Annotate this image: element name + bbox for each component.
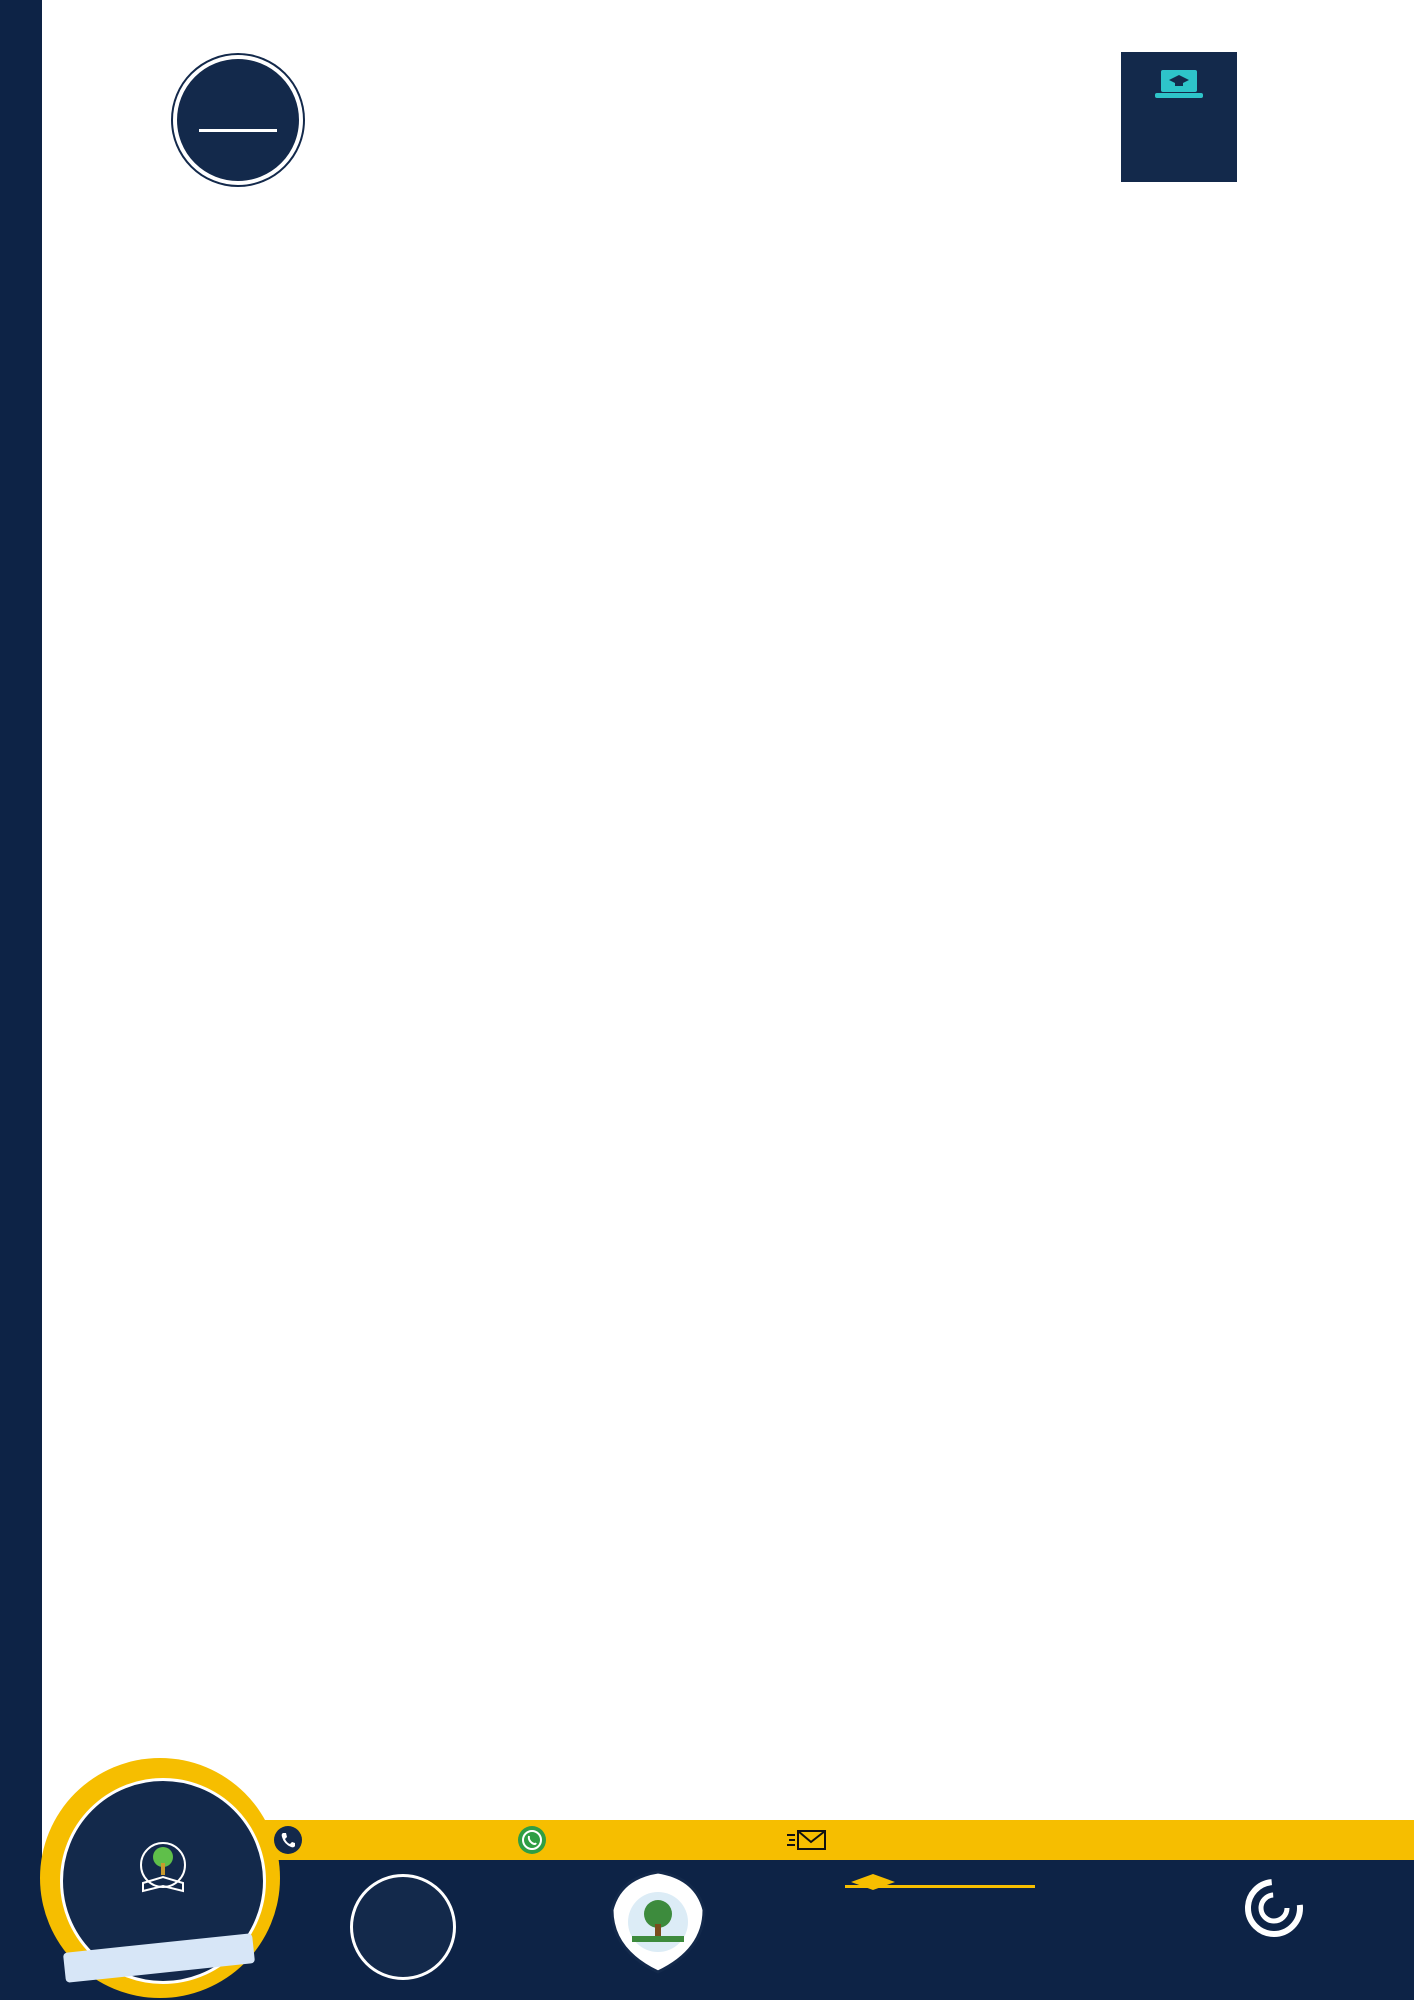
sespec-swirl-icon [1244,1878,1304,1938]
phone-contact[interactable] [274,1824,310,1856]
modality-badge [1121,52,1237,182]
tree-book-icon [128,1841,198,1901]
laptop-graduation-icon [1155,68,1203,100]
phone-icon [274,1826,302,1854]
email-contact[interactable] [787,1824,835,1856]
udellpa-logo [173,55,303,185]
whatsapp-contact[interactable] [518,1824,554,1856]
footer [0,1758,1414,2000]
graduation-cap-icon [851,1874,895,1894]
document-title [320,48,1080,52]
email-icon [787,1826,827,1854]
logo-underline [199,129,277,132]
isdell-underline [845,1885,1035,1888]
instituto-shield-icon [608,1870,708,1974]
instituto-superior-logo [608,1870,708,1974]
left-navy-stripe [0,0,42,2000]
whatsapp-icon [518,1826,546,1854]
udellpa-footer-logo [350,1874,456,1980]
